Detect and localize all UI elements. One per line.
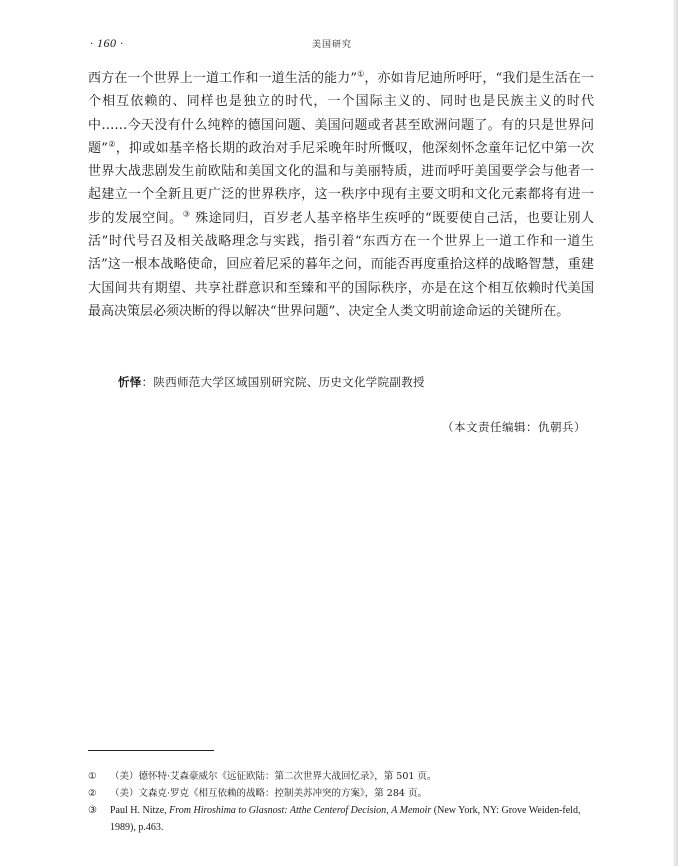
footnote-ref-2[interactable]: ② xyxy=(107,139,116,149)
footnote-mark-1: ① xyxy=(88,771,97,782)
body-segment-3: ，抑或如基辛格长期的政治对手尼采晚年时所慨叹，他深刻怀念童年记忆中第一次世界大战悲剧发生前欧陆和美国文化的温和与美丽特质，进而呼吁美国要学会与他者一起建立一个全新且更广泛的世界秩序，这一秩序中现有主要文明和文化元素都将有进一步的发展空间。 xyxy=(88,140,594,226)
author-line xyxy=(118,374,425,390)
body-segment-1: 西方在一个世界上一道工作和一道生活的能力” xyxy=(88,71,357,86)
footnote-text-2: （美）文森克·罗克《相互依赖的战略：控制美苏冲突的方案》，第 284 页。 xyxy=(110,788,427,799)
page-header xyxy=(90,36,590,52)
page-edge xyxy=(673,0,678,866)
footnote-3-separator: , xyxy=(386,805,392,816)
footnote-text-1: （美）德怀特·艾森豪威尔《远征欧陆：第二次世界大战回忆录》，第 501 页。 xyxy=(110,771,437,782)
body-text xyxy=(88,67,594,323)
footnote-2 xyxy=(88,785,598,802)
author-affiliation: ：陕西师范大学区域国别研究院、历史文化学院副教授 xyxy=(141,375,425,389)
footnote-divider xyxy=(88,750,214,751)
footnote-mark-3: ③ xyxy=(88,805,97,816)
footnote-ref-3[interactable]: ③ xyxy=(182,209,191,219)
footnote-mark-2: ② xyxy=(88,788,97,799)
footnote-3-publication: (New York, NY: Grove Weiden-feld, 1989), p.463. xyxy=(110,805,581,833)
footnote-1 xyxy=(88,768,598,785)
editor-note: （本文责任编辑：仇朝兵） xyxy=(442,420,586,434)
running-head: 美国研究 xyxy=(312,40,353,50)
body-paragraph xyxy=(88,67,594,323)
body-segment-4: 殊途同归，百岁老人基辛格毕生疾呼的“既要使自己活，也要让别人活”时代号召及相关战略理念与实践，指引着“东西方在一个世界上一道工作和一道生活”这一根本战略使命，回应着尼采的暮年之问，而能否再度重拾这样的战略智慧，重建大国间共有期望、共享社群意识和至臻和平的国际秩序，亦是在这个相互依赖时代美国最高决策层必须决断的得以解决“世界问题”、决定全人类文明前途命运的关键所在。 xyxy=(88,210,594,319)
page-number: · 160 · xyxy=(90,36,124,50)
footnote-3-author: Paul H. Nitze, xyxy=(110,805,170,816)
footnote-ref-1[interactable]: ① xyxy=(356,69,365,79)
footnotes xyxy=(88,768,598,836)
author-name: 忻怿 xyxy=(118,375,142,389)
body-segment-2: ，亦如肯尼迪所呼吁，“我们是生活在一个相互依赖的、同样也是独立的时代，一个国际主义的、同时也是民族主义的时代中……今天没有什么纯粹的德国问题、美国问题或者甚至欧洲问题了。有的只是世界问题” xyxy=(88,71,594,156)
footnote-3 xyxy=(88,802,598,836)
footnote-3-title: From Hiroshima to Glasnost: Atthe Centerof Decision xyxy=(169,805,387,816)
footnote-3-subtitle: A Memoir xyxy=(391,805,432,816)
